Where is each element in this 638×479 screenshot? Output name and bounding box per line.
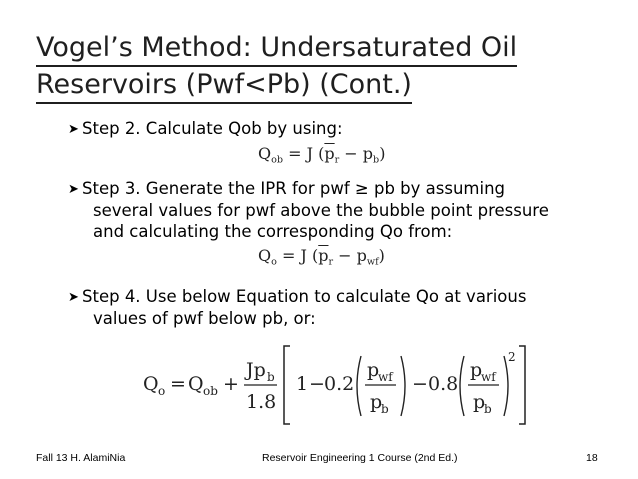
svg-text:p: p (370, 391, 383, 413)
svg-text:−: − (309, 373, 325, 395)
svg-text:p: p (470, 359, 483, 381)
arrow-bullet-icon: ➤ (68, 182, 79, 197)
title-line-2: Reservoirs (Pwf<Pb) (Cont.) (36, 67, 412, 104)
step-3-text-line-3: and calculating the corresponding Qo from: (93, 222, 453, 241)
svg-text:Q: Q (188, 373, 204, 395)
svg-text:p: p (367, 359, 380, 381)
svg-text:Jp: Jp (246, 359, 266, 381)
step-4-text-line-1: Step 4. Use below Equation to calculate Qo at various (82, 287, 527, 306)
equation-qob: $Q_{ob} = J$ $(\overline{p}_r - p_b)$ (258, 144, 386, 166)
step-3-text-line-1: Step 3. Generate the IPR for pwf ≥ pb by assuming (82, 179, 506, 198)
footer-author: Fall 13 H. AlamiNia (36, 452, 126, 464)
svg-text:wf: wf (378, 370, 393, 384)
svg-text:b: b (484, 402, 492, 416)
equation-qo-above-pb: $Q_o = J$ $(\overline{p}_r - p_{wf})$ (258, 246, 385, 268)
svg-text:1.8: 1.8 (246, 391, 277, 413)
step-3-text-line-2: several values for pwf above the bubble point pressure (93, 201, 549, 220)
footer-course: Reservoir Engineering 1 Course (2nd Ed.) (262, 452, 458, 464)
svg-text:0.8: 0.8 (428, 373, 459, 395)
svg-text:1: 1 (296, 373, 309, 395)
svg-text:wf: wf (481, 370, 496, 384)
svg-text:+: + (223, 373, 239, 395)
svg-text:0.2: 0.2 (324, 373, 355, 395)
arrow-bullet-icon: ➤ (68, 290, 79, 305)
svg-text:2: 2 (508, 350, 516, 364)
svg-text:=: = (170, 373, 186, 395)
footer-page-number: 18 (586, 452, 598, 464)
svg-text:b: b (381, 402, 389, 416)
svg-text:b: b (267, 370, 275, 384)
step-2-text: Step 2. Calculate Qob by using: (82, 119, 343, 138)
svg-text:Q: Q (143, 373, 159, 395)
svg-text:−: − (412, 373, 428, 395)
svg-text:ob: ob (203, 384, 218, 398)
title-line-1: Vogel’s Method: Undersaturated Oil (36, 30, 517, 67)
step-4-text-line-2: values of pwf below pb, or: (93, 309, 316, 328)
svg-text:p: p (473, 391, 486, 413)
svg-text:o: o (158, 384, 166, 398)
arrow-bullet-icon: ➤ (68, 122, 79, 137)
